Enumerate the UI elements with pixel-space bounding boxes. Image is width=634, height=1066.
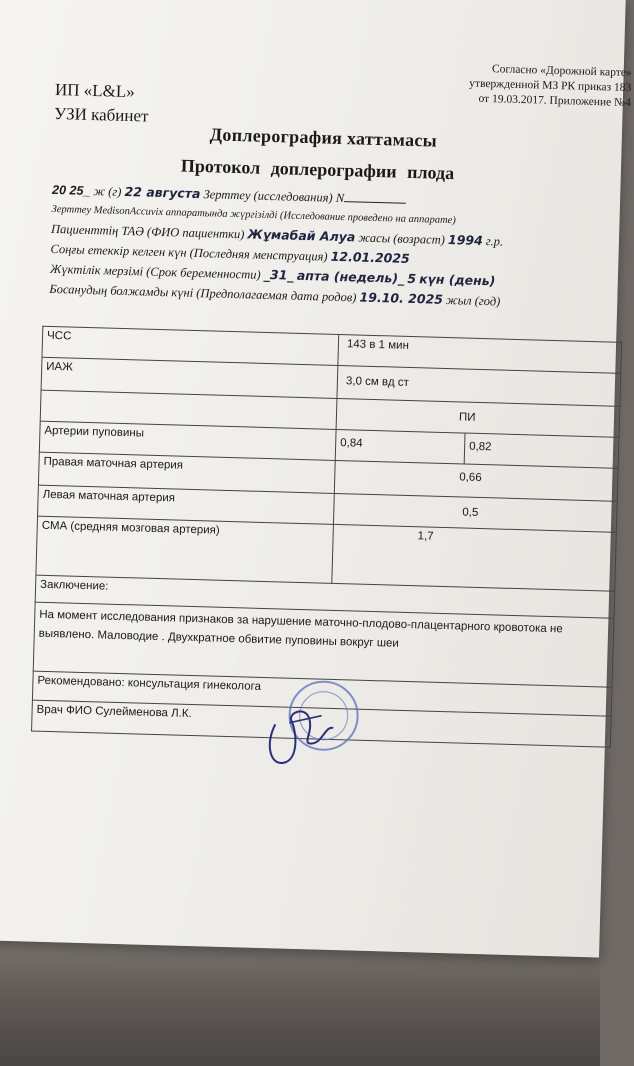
row-value: 0,5: [333, 493, 617, 532]
row-label: Левая маточная артерия: [38, 485, 335, 524]
term-days: 5: [407, 270, 417, 287]
patient-info-block: [49, 180, 504, 312]
conclusion-label: Заключение:: [35, 575, 615, 618]
row-label: ИАЖ: [41, 357, 338, 398]
signature-stroke: [289, 715, 321, 724]
patient-row: Пациенттің ТАӘ (ФИО пациентки) Жұмабай Алуа жасы (возраст) 1994 г.р.: [50, 221, 504, 249]
pi-header: ПИ: [336, 398, 620, 437]
date-row: 20 25_ ж (г) 22 августа Зерттеу (исследования) N: [52, 180, 505, 213]
term-row: Жүктілік мерзімі (Срок беременности) _31_ апта (недель)_ 5 күн (день): [49, 261, 496, 289]
row-label: Правая маточная артерия: [38, 452, 335, 493]
row-value: 3,0 см вд ст: [337, 365, 621, 406]
header-right-approval: [421, 60, 632, 111]
row-label: СМА (средняя мозговая артерия): [36, 516, 334, 583]
conclusion-text: На момент исследования признаков за нарушение маточно-плодово-плацентарного кровотока не выявлено. Маловодие . Двухкратное обвитие пуповины вокруг шеи: [33, 602, 614, 687]
row-label: Артерии пуповины: [39, 421, 336, 460]
row-value: 1,7: [332, 524, 617, 591]
row-value-a: 0,84: [335, 429, 465, 464]
row-value: 0,66: [334, 460, 618, 501]
exam-date: 22 августа: [124, 183, 201, 202]
patient-birth-year: 1994: [447, 232, 484, 248]
exam-number-blank: [344, 190, 406, 204]
approval-line-1: Согласно «Дорожной карте»: [491, 63, 632, 80]
row-value-b: 0,82: [464, 433, 619, 468]
row-label: ЧСС: [42, 326, 339, 365]
term-weeks: _31_: [263, 266, 294, 283]
approval-line-2: утвержденной МЗ РК приказ 183: [469, 77, 632, 95]
department-name: УЗИ кабинет: [54, 103, 149, 126]
recommendation: Рекомендовано: консультация гинеколога: [32, 671, 612, 716]
row-value: 143 в 1 мин: [338, 334, 622, 373]
device-row: Зерттеу MedisonAccuvix аппаратында жүргізілді (Исследование проведено на аппарате): [51, 203, 456, 227]
header-left: [54, 78, 150, 129]
patient-name: Жұмабай Алуа: [247, 226, 356, 245]
lmp-date: 12.01.2025: [330, 248, 410, 266]
title-ru: Протокол доплерографии плода: [180, 155, 455, 184]
org-name: ИП «L&L»: [54, 79, 136, 102]
edd-row: Босанудың болжамды күні (Предполагаемая дата родов) 19.10. 2025 жыл (год): [49, 281, 501, 309]
stamp-and-signature: [260, 674, 359, 771]
title-kz: Доплерография хаттамасы: [209, 124, 438, 151]
edd-date: 19.10. 2025: [359, 289, 444, 307]
approval-line-3: от 19.03.2017. Приложение №4: [478, 92, 631, 110]
lmp-row: Соңғы етеккір келген күн (Последняя менструация) 12.01.2025: [50, 241, 410, 266]
doctor-signature-line: Врач ФИО Сулейменова Л.К.: [32, 700, 612, 747]
handwritten-signature: [269, 711, 333, 765]
